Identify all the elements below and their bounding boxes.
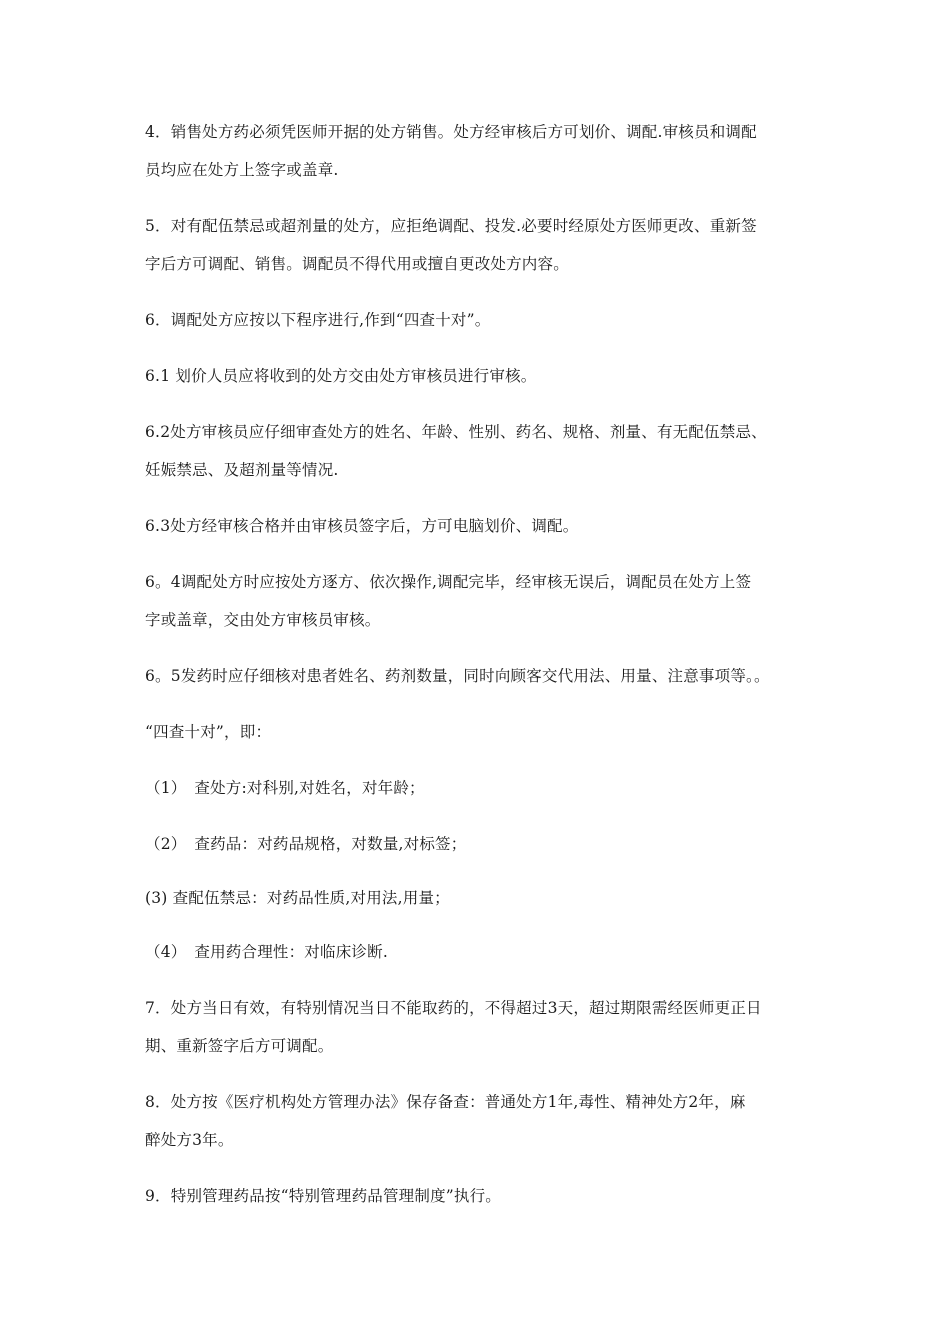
paragraph-7-line-2: 期、重新签字后方可调配。 <box>145 1037 334 1055</box>
paragraph-6-4-line-2: 字或盖章，交由处方审核员审核。 <box>145 611 381 629</box>
check-item-4: （4） 查用药合理性：对临床诊断. <box>145 943 388 961</box>
check-item-1: （1） 查处方:对科别,对姓名，对年龄； <box>145 779 425 797</box>
paragraph-8-line-1: 8．处方按《医疗机构处方管理办法》保存备查：普通处方1年,毒性、精神处方2年，麻 <box>145 1093 746 1111</box>
paragraph-6-5: 6。5发药时应仔细核对患者姓名、药剂数量，同时向顾客交代用法、用量、注意事项等。。 <box>145 667 770 685</box>
paragraph-5-line-2: 字后方可调配、销售。调配员不得代用或擅自更改处方内容。 <box>145 255 569 273</box>
paragraph-6-1: 6.1 划价人员应将收到的处方交由处方审核员进行审核。 <box>145 367 537 385</box>
paragraph-5-line-1: 5．对有配伍禁忌或超剂量的处方，应拒绝调配、投发.必要时经原处方医师更改、重新签 <box>145 217 757 235</box>
paragraph-7-line-1: 7．处方当日有效，有特别情况当日不能取药的，不得超过3天，超过期限需经医师更正日 <box>145 999 762 1017</box>
four-checks-heading: “四查十对”，即： <box>145 723 272 741</box>
check-item-3: (3) 查配伍禁忌：对药品性质,对用法,用量； <box>145 889 450 907</box>
paragraph-6-2-line-1: 6.2处方审核员应仔细审查处方的姓名、年龄、性别、药名、规格、剂量、有无配伍禁忌、 <box>145 423 767 441</box>
paragraph-6-4-line-1: 6。4调配处方时应按处方逐方、依次操作,调配完毕，经审核无误后，调配员在处方上签 <box>145 573 752 591</box>
check-item-2: （2） 查药品：对药品规格，对数量,对标签； <box>145 835 467 853</box>
paragraph-8-line-2: 醉处方3年。 <box>145 1131 234 1149</box>
paragraph-4-line-2: 员均应在处方上签字或盖章. <box>145 161 339 179</box>
paragraph-9: 9．特别管理药品按“特别管理药品管理制度”执行。 <box>145 1187 502 1205</box>
paragraph-6-2-line-2: 妊娠禁忌、及超剂量等情况. <box>145 461 339 479</box>
paragraph-6: 6．调配处方应按以下程序进行,作到“四查十对”。 <box>145 311 491 329</box>
paragraph-4-line-1: 4．销售处方药必须凭医师开据的处方销售。处方经审核后方可划价、调配.审核员和调配 <box>145 123 757 141</box>
paragraph-6-3: 6.3处方经审核合格并由审核员签字后，方可电脑划价、调配。 <box>145 517 579 535</box>
